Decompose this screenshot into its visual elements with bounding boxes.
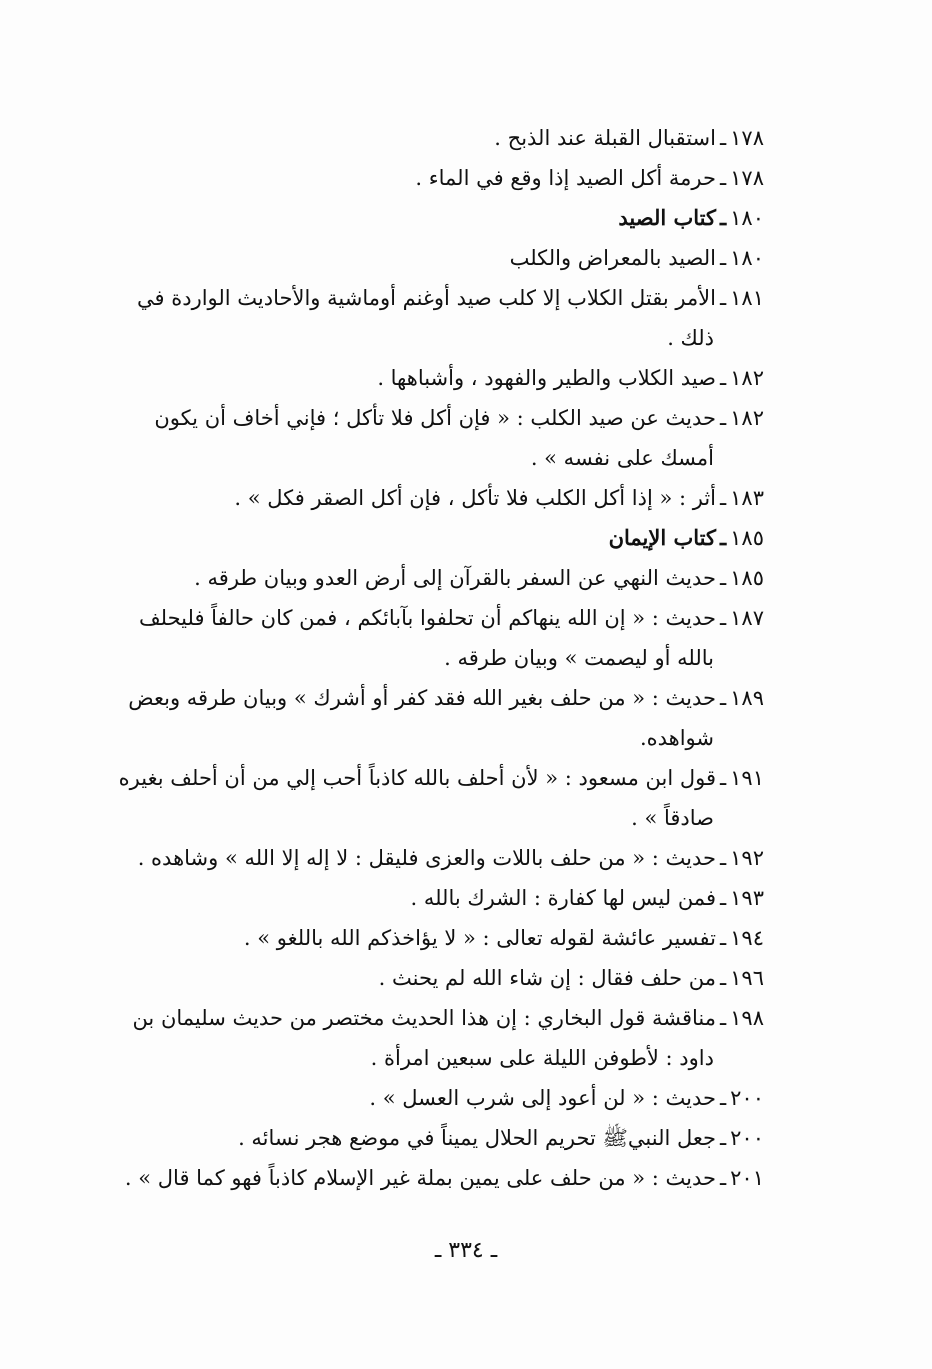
entry-dash: ـ: [720, 846, 727, 870]
entry-continuation: داود : لأطوفن الليلة على سبعين امرأة .: [370, 1046, 714, 1070]
entry-continuation: بالله أو ليصمت » وبيان طرقه .: [444, 646, 714, 670]
entry-page-number: ١٨٠: [730, 206, 764, 230]
entry-page-number: ٢٠٠: [730, 1086, 764, 1110]
entry-text: حديث : « من حلف باللات والعزى فليقل : لا إله إلا الله » وشاهده .: [137, 846, 716, 870]
entry-dash: ـ: [720, 246, 727, 270]
entry-page-number: ١٨٥: [730, 526, 764, 550]
index-entry: [84, 478, 764, 518]
index-entry: [84, 238, 764, 278]
entry-text: كتاب الصيد: [618, 205, 716, 230]
index-entry: [84, 998, 764, 1078]
entry-dash: ـ: [720, 566, 727, 590]
entry-page-number: ٢٠١: [730, 1166, 764, 1190]
entry-dash: ـ: [720, 886, 727, 910]
index-entry-heading: [84, 518, 764, 558]
entry-page-number: ١٨٢: [730, 366, 764, 390]
entry-page-number: ١٨٠: [730, 246, 764, 270]
index-entry: [84, 358, 764, 398]
entry-page-number: ١٨١: [730, 286, 764, 310]
entry-dash: ـ: [720, 1006, 727, 1030]
entry-text: تفسير عائشة لقوله تعالى : « لا يؤاخذكم الله باللغو » .: [243, 926, 716, 950]
entry-continuation: أمسك على نفسه » .: [530, 446, 714, 470]
index-entry: [84, 598, 764, 678]
entry-text: قول ابن مسعود : « لأن أحلف بالله كاذباً أحب إلي من أن أحلف بغيره: [118, 766, 716, 790]
entry-page-number: ١٩١: [730, 766, 764, 790]
entry-continuation: شواهده.: [639, 726, 714, 750]
entry-text: من حلف فقال : إن شاء الله لم يحنث .: [378, 966, 716, 990]
entry-page-number: ١٩٨: [730, 1006, 764, 1030]
index-entry-heading: [84, 198, 764, 238]
entry-dash: ـ: [720, 1086, 727, 1110]
entry-dash: ـ: [720, 366, 727, 390]
entry-text: حديث النهي عن السفر بالقرآن إلى أرض العدو وبيان طرقه .: [194, 566, 716, 590]
entry-page-number: ١٩٦: [730, 966, 764, 990]
index-entry: [84, 918, 764, 958]
entry-dash: ـ: [720, 606, 727, 630]
index-entry: [84, 878, 764, 918]
entry-text: حرمة أكل الصيد إذا وقع في الماء .: [415, 166, 716, 190]
entry-text: صيد الكلاب والطير والفهود ، وأشباهها .: [377, 366, 716, 390]
index-entry: [84, 398, 764, 478]
entry-text: جعل النبيﷺ تحريم الحلال يميناً في موضع هجر نسائه .: [238, 1126, 716, 1150]
entry-text: حديث : « من حلف على يمين بملة غير الإسلام كاذباً فهو كما قال » .: [124, 1166, 716, 1190]
entry-dash: ـ: [720, 126, 727, 150]
entry-page-number: ٢٠٠: [730, 1126, 764, 1150]
entry-dash: ـ: [720, 1126, 727, 1150]
entry-dash: ـ: [720, 205, 727, 230]
entry-page-number: ١٨٧: [730, 606, 764, 630]
entry-page-number: ١٩٢: [730, 846, 764, 870]
entry-text: فمن ليس لها كفارة : الشرك بالله .: [410, 886, 716, 910]
entry-text: حديث عن صيد الكلب : « فإن أكل فلا تأكل ؛ فإني أخاف أن يكون: [154, 406, 716, 430]
entry-dash: ـ: [720, 686, 727, 710]
index-list: [84, 118, 764, 1198]
entry-dash: ـ: [720, 486, 727, 510]
index-entry: [84, 678, 764, 758]
entry-text: كتاب الإيمان: [608, 525, 716, 550]
index-entry: [84, 1158, 764, 1198]
entry-dash: ـ: [720, 525, 727, 550]
entry-dash: ـ: [720, 1166, 727, 1190]
index-entry: [84, 838, 764, 878]
entry-page-number: ١٩٣: [730, 886, 764, 910]
index-entry: [84, 158, 764, 198]
index-entry: [84, 758, 764, 838]
index-entry: [84, 278, 764, 358]
index-entry: [84, 558, 764, 598]
entry-page-number: ١٨٢: [730, 406, 764, 430]
entry-text: حديث : « إن الله ينهاكم أن تحلفوا بآبائكم ، فمن كان حالفاً فليحلف: [138, 606, 716, 630]
entry-text: الصيد بالمعراض والكلب: [509, 246, 716, 270]
entry-text: حديث : « من حلف بغير الله فقد كفر أو أشرك » وبيان طرقه وبعض: [128, 686, 716, 710]
entry-page-number: ١٨٣: [730, 486, 764, 510]
index-entry: [84, 958, 764, 998]
entry-text: حديث : « لن أعود إلى شرب العسل » .: [369, 1086, 716, 1110]
entry-page-number: ١٩٤: [730, 926, 764, 950]
entry-continuation: صادقاً » .: [631, 806, 714, 830]
index-entry: [84, 1118, 764, 1158]
index-entry: [84, 118, 764, 158]
entry-dash: ـ: [720, 166, 727, 190]
entry-text: استقبال القبلة عند الذبح .: [494, 126, 716, 150]
entry-dash: ـ: [720, 286, 727, 310]
entry-text: الأمر بقتل الكلاب إلا كلب صيد أوغنم أوماشية والأحاديث الواردة في: [137, 286, 716, 310]
entry-text: مناقشة قول البخاري : إن هذا الحديث مختصر من حديث سليمان بن: [132, 1006, 716, 1030]
entry-dash: ـ: [720, 406, 727, 430]
entry-text: أثر : « إذا أكل الكلب فلا تأكل ، فإن أكل الصقر فكل » .: [234, 486, 716, 510]
entry-page-number: ١٨٩: [730, 686, 764, 710]
index-entry: [84, 1078, 764, 1118]
page-number-footer: ـ ٣٣٤ ـ: [434, 1238, 498, 1263]
entry-dash: ـ: [720, 766, 727, 790]
entry-page-number: ١٧٨: [730, 126, 764, 150]
entry-dash: ـ: [720, 966, 727, 990]
entry-page-number: ١٧٨: [730, 166, 764, 190]
entry-continuation: ذلك .: [667, 326, 714, 350]
entry-page-number: ١٨٥: [730, 566, 764, 590]
entry-dash: ـ: [720, 926, 727, 950]
